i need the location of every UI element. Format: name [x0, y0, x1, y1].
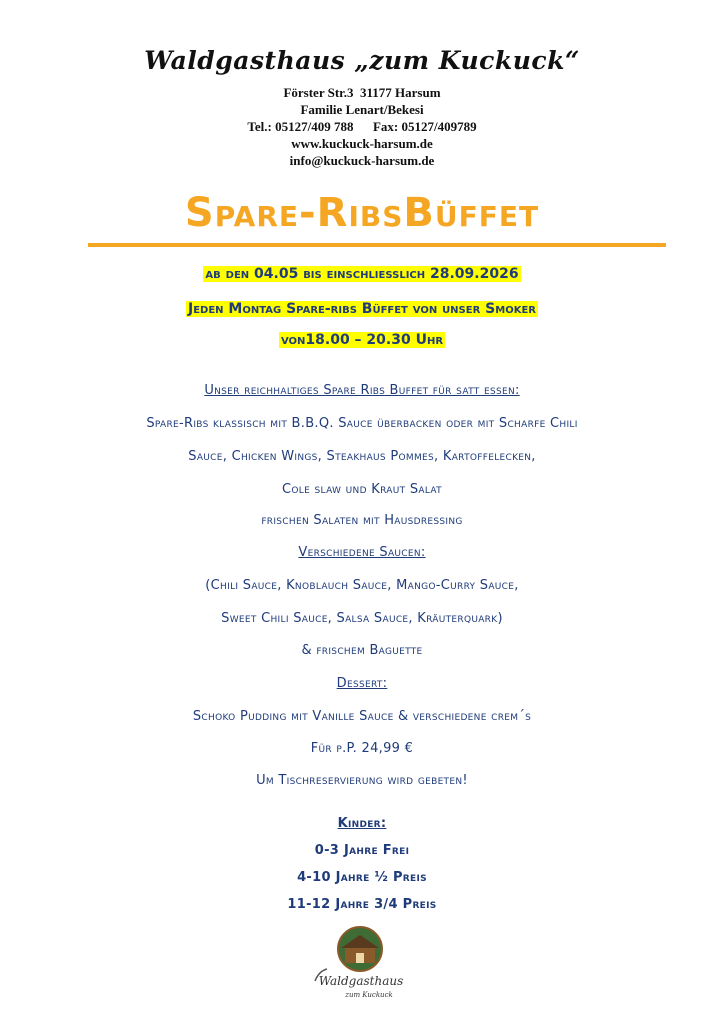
- sauces-line-2: Sweet Chili Sauce, Salsa Sauce, Kräuterquark): [221, 611, 503, 626]
- menu-intro: Unser reichhaltiges Spare Ribs Buffet für satt essen:: [204, 383, 520, 398]
- family-line: Familie Lenart/Bekesi: [300, 102, 424, 117]
- time-line: [0, 332, 724, 348]
- dates-text: ab den 04.05 bis einschliesslich 28.09.2026: [205, 266, 519, 282]
- kids-heading: Kinder:: [337, 816, 387, 831]
- contact-block: [0, 84, 724, 169]
- address-line: Förster Str.3 31177 Harsum: [283, 85, 441, 100]
- restaurant-logo: [305, 925, 415, 1005]
- dessert-line: Schoko Pudding mit Vanille Sauce & verschiedene crem´s: [192, 709, 532, 724]
- logo-text-2: zum Kuckuck: [345, 991, 393, 999]
- headline: Spare-RibsBüffet: [184, 190, 540, 236]
- menu-line-1: Spare-Ribs klassisch mit B.B.Q. Sauce überbacken oder mit Scharfe Chili: [146, 416, 578, 431]
- website-line: www.kuckuck-harsum.de: [291, 136, 433, 151]
- price-line: Für p.P. 24,99 €: [310, 741, 414, 756]
- sauces-heading: Verschiedene Saucen:: [298, 545, 426, 560]
- menu-line-2: Sauce, Chicken Wings, Steakhaus Pommes, Kartoffelecken,: [188, 449, 536, 464]
- monday-line: [0, 301, 724, 317]
- email-line: info@kuckuck-harsum.de: [289, 153, 435, 168]
- phone-fax-line: Tel.: 05127/409 788 Fax: 05127/409789: [247, 119, 477, 134]
- baguette-line: & frischem Baguette: [301, 643, 423, 658]
- time-text: von18.00 – 20.30 Uhr: [280, 332, 444, 348]
- monday-text: Jeden Montag Spare-ribs Büffet von unser Smoker: [188, 301, 536, 317]
- kids-tier-2: 4-10 Jahre ½ Preis: [297, 870, 427, 885]
- menu-line-3: Cole slaw und Kraut Salat: [282, 482, 442, 497]
- restaurant-name-script: Waldgasthaus „zum Kuckuck“: [144, 46, 580, 75]
- kids-tier-3: 11-12 Jahre 3/4 Preis: [287, 897, 437, 912]
- dates-line: [0, 266, 724, 282]
- dessert-heading: Dessert:: [336, 676, 388, 691]
- logo-text-1: Waldgasthaus: [318, 974, 404, 988]
- headline-rule: [88, 243, 666, 247]
- logo-door: [356, 953, 364, 963]
- reservation-line: Um Tischreservierung wird gebeten!: [256, 773, 468, 788]
- sauces-line-1: (Chili Sauce, Knoblauch Sauce, Mango-Curry Sauce,: [205, 578, 519, 593]
- kids-tier-1: 0-3 Jahre Frei: [314, 843, 410, 858]
- menu-line-4: frischen Salaten mit Hausdressing: [261, 513, 463, 528]
